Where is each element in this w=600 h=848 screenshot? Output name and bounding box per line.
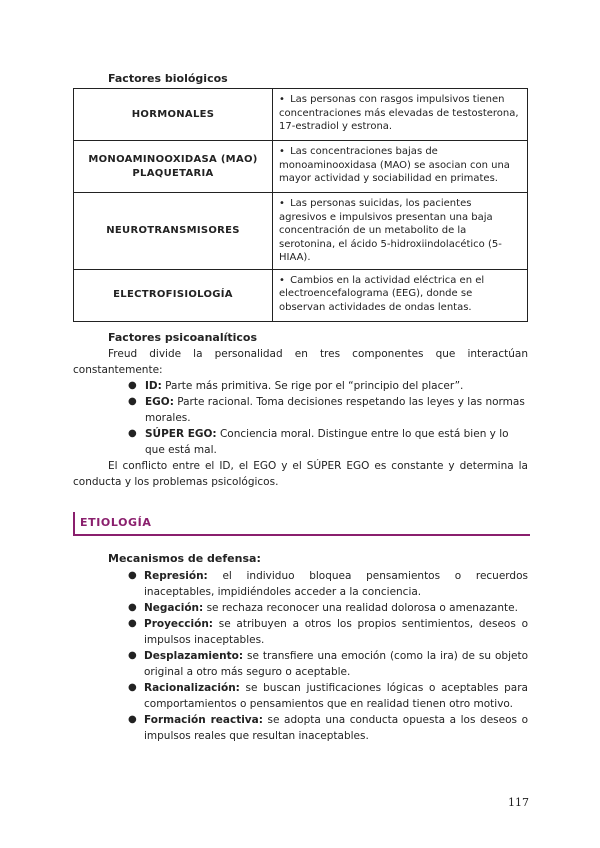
item-text: se buscan justificaciones lógicas o aceptables para comportamientos o pensamientos que en realidad tienen otro motivo.	[144, 682, 528, 710]
item-term: SÚPER EGO:	[145, 428, 217, 440]
row-category: NEUROTRANSMISORES	[74, 193, 273, 270]
row-category: ELECTROFISIOLOGÍA	[74, 269, 273, 321]
bullet-icon: •	[279, 146, 285, 157]
item-text: se atribuyen a otros los propios sentimientos, deseos o impulsos inaceptables.	[144, 618, 528, 646]
item-text: se transfiere una emoción (como la ira) de su objeto original a otro más seguro o aceptable.	[144, 650, 528, 678]
row-description	[273, 89, 528, 141]
bullet-icon: ●	[128, 714, 137, 725]
item-term: Negación:	[144, 602, 204, 614]
bullet-icon: •	[279, 274, 285, 286]
item-text: se rechaza reconocer una realidad dolorosa o amenazante.	[203, 602, 518, 614]
psycho-intro	[73, 346, 528, 378]
list-item	[73, 378, 528, 394]
item-term: Racionalización:	[144, 682, 240, 694]
bullet-icon: ●	[128, 428, 137, 439]
bio-heading: Factores biológicos	[108, 72, 228, 85]
row-description	[273, 269, 528, 321]
item-term: Represión:	[144, 570, 208, 582]
item-term: Proyección:	[144, 618, 213, 630]
list-item	[73, 394, 528, 426]
row-text: Las personas con rasgos impulsivos tienen concentraciones más elevadas de testosterona, 17-estradiol y estrona.	[279, 94, 519, 132]
item-text: se adopta una conducta opuesta a los deseos o impulsos reales que resultan inaceptables.	[144, 714, 528, 742]
defense-heading: Mecanismos de defensa:	[108, 552, 261, 565]
table-row	[74, 141, 528, 193]
item-term: ID:	[145, 380, 162, 392]
row-category: MONOAMINOOXIDASA (MAO) PLAQUETARIA	[74, 141, 273, 193]
row-category: HORMONALES	[74, 89, 273, 141]
list-item	[73, 568, 528, 600]
row-text: Las personas suicidas, los pacientes agresivos e impulsivos presentan una baja concentración de un metabolito de la serotonina, el ácido 5-hidroxiindolacético (5-HIAA).	[279, 198, 502, 263]
psycho-conclusion	[73, 458, 528, 490]
item-text: Parte más primitiva. Se rige por el “principio del placer”.	[161, 380, 464, 392]
bullet-icon: ●	[128, 650, 137, 661]
list-item	[73, 712, 528, 744]
bullet-icon: •	[279, 94, 285, 105]
section-header	[73, 512, 530, 536]
bullet-icon: ●	[128, 396, 137, 407]
item-term: Formación reactiva:	[144, 714, 263, 726]
bullet-icon: ●	[128, 602, 137, 613]
psycho-intro-text: Freud divide la personalidad en tres componentes que interactúan constantemente:	[73, 348, 528, 376]
bullet-icon: ●	[128, 618, 137, 629]
table-row	[74, 193, 528, 270]
psycho-list	[73, 378, 528, 458]
row-text: Las concentraciones bajas de monoaminooxidasa (MAO) se asocian con una mayor actividad y sociabilidad en primates.	[279, 146, 510, 184]
item-text: el individuo bloquea pensamientos o recuerdos inaceptables, impidiéndoles acceder a la conciencia.	[144, 570, 528, 598]
section-title: ETIOLOGÍA	[80, 516, 152, 529]
table-row	[74, 269, 528, 321]
item-text: Conciencia moral. Distingue entre lo que está bien y lo que está mal.	[145, 428, 509, 456]
bullet-icon: ●	[128, 570, 137, 581]
item-term: EGO:	[145, 396, 174, 408]
list-item	[73, 648, 528, 680]
bullet-icon: ●	[128, 380, 137, 391]
list-item	[73, 680, 528, 712]
list-item	[73, 426, 528, 458]
bullet-icon: •	[279, 198, 285, 209]
bullet-icon: ●	[128, 682, 137, 693]
list-item	[73, 616, 528, 648]
row-description	[273, 193, 528, 270]
bio-factors-table	[73, 88, 528, 322]
psycho-conclusion-text: El conflicto entre el ID, el EGO y el SÚPER EGO es constante y determina la conducta y los problemas psicológicos.	[73, 460, 528, 488]
page-number: 117	[508, 796, 529, 809]
list-item	[73, 600, 528, 616]
defense-list	[73, 568, 528, 744]
row-description	[273, 141, 528, 193]
row-text: Cambios en la actividad eléctrica en el electroencefalograma (EEG), donde se observan actividades de ondas lentas.	[279, 274, 485, 313]
psycho-heading: Factores psicoanalíticos	[108, 331, 258, 344]
table-row	[74, 89, 528, 141]
item-term: Desplazamiento:	[144, 650, 244, 662]
item-text: Parte racional. Toma decisiones respetando las leyes y las normas morales.	[145, 396, 525, 424]
